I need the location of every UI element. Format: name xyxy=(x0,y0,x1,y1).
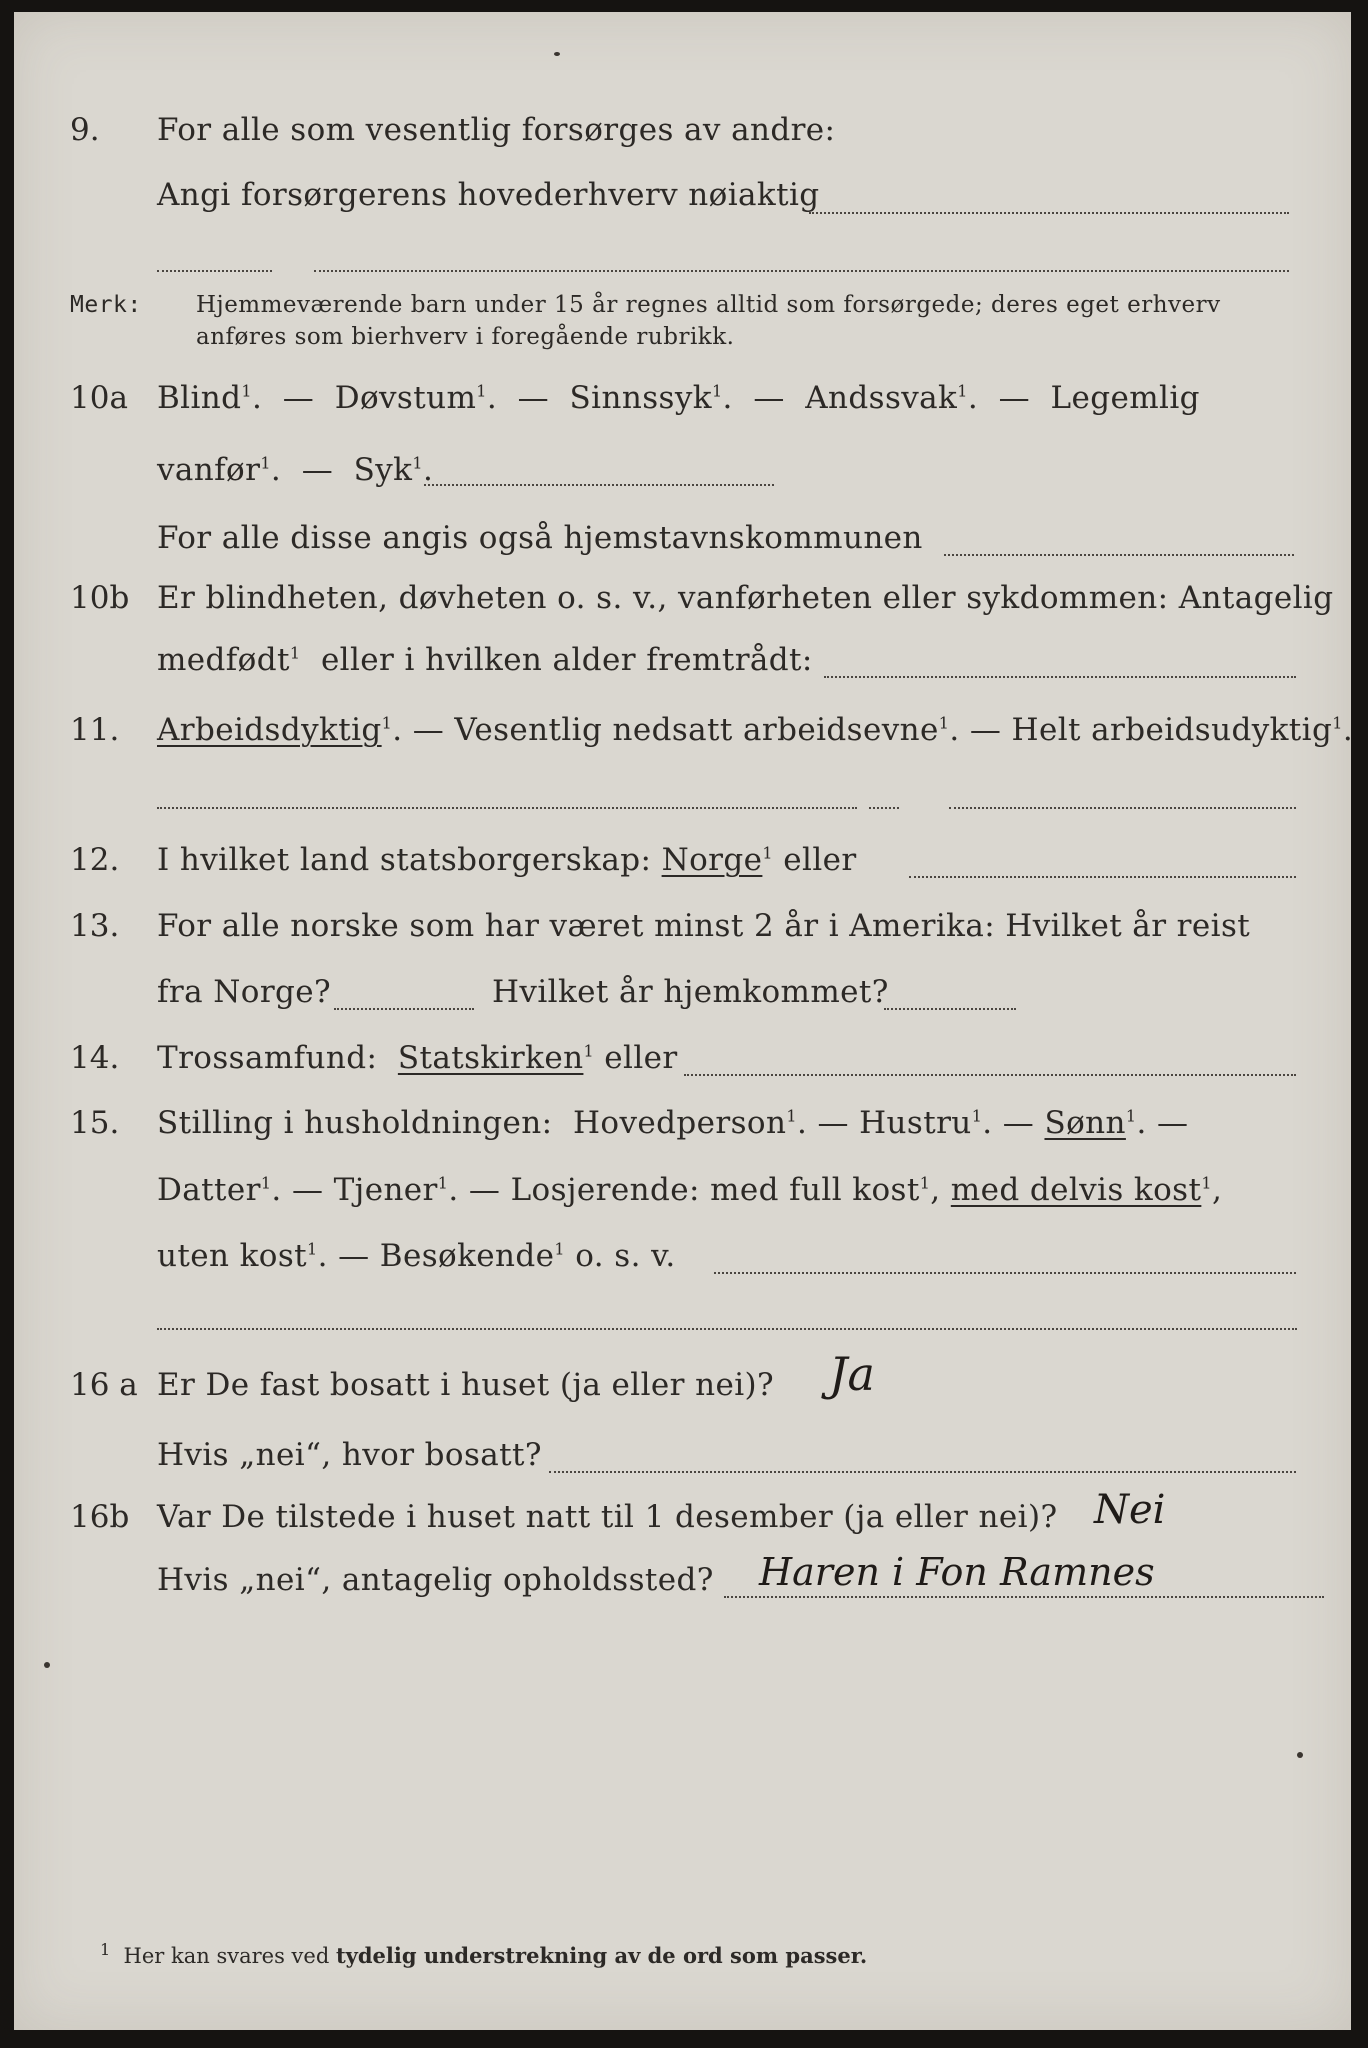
footnote-mark: 1 xyxy=(957,381,968,401)
footnote-mark: 1 xyxy=(919,1173,931,1193)
footnote-mark: 1 xyxy=(786,1106,797,1126)
footnote-mark: 1 xyxy=(307,1239,318,1259)
option-arbeidsdyktig-underlined[interactable]: Arbeidsdyktig xyxy=(157,712,382,748)
question-text: Hvilket år hjemkommet? xyxy=(492,974,889,1010)
option-legemlig[interactable]: Legemlig xyxy=(1050,380,1200,416)
question-number: 16b xyxy=(70,1499,130,1535)
option-hovedperson[interactable]: Hovedperson xyxy=(572,1105,787,1141)
option-udyktig[interactable]: Helt arbeidsudyktig xyxy=(1011,712,1333,748)
separator: — xyxy=(969,712,1002,748)
answer-line[interactable] xyxy=(334,1008,474,1010)
question-14 xyxy=(14,1040,1351,1090)
separator: — xyxy=(753,380,785,416)
question-15-line2: Datter$^1$. — Tjener$^1$. — Losjerende: med full kost$^1$, med delvis kost$^1$, xyxy=(157,1172,1223,1208)
footnote-mark: 1 xyxy=(554,1239,565,1259)
answer-line[interactable] xyxy=(909,876,1296,878)
question-text: Trossamfund: xyxy=(157,1040,378,1076)
question-text: Stilling i husholdningen: xyxy=(157,1105,553,1141)
separator: — xyxy=(1002,1105,1035,1141)
answer-line[interactable] xyxy=(884,1008,1016,1010)
answer-line[interactable] xyxy=(714,1272,1296,1274)
separator: — xyxy=(291,1172,324,1208)
question-number: 12. xyxy=(70,842,120,878)
question-10a: 10a Blind$^1$. — Døvstum$^1$. — Sinnssyk$^1$. — Andssvak$^1$. — Legemlig xyxy=(70,380,1200,416)
answer-line[interactable] xyxy=(157,807,857,809)
footnote-mark: 1 xyxy=(971,1106,983,1126)
option-andssvak[interactable]: Andssvak xyxy=(805,380,958,416)
footnote-mark: 1 xyxy=(711,381,723,401)
answer-line[interactable] xyxy=(314,270,1289,272)
separator: — xyxy=(412,712,445,748)
question-10b-line2 xyxy=(14,642,1351,692)
question-text: Var De tilstede i huset natt til 1 desember (ja eller nei)? xyxy=(157,1499,1058,1535)
question-16b xyxy=(14,1487,1351,1549)
footnote-mark: 1 xyxy=(583,1041,595,1061)
handwritten-answer[interactable]: Ja xyxy=(829,1347,875,1401)
option-syk[interactable]: Syk xyxy=(353,452,413,488)
separator: — xyxy=(517,380,550,416)
footnote-mark: 1 xyxy=(260,1173,272,1193)
answer-line[interactable] xyxy=(424,484,774,486)
paper-speck xyxy=(554,52,560,56)
option-statskirken-underlined[interactable]: Statskirken xyxy=(397,1040,584,1076)
footnote-mark: 1 xyxy=(762,843,773,863)
answer-line[interactable] xyxy=(157,1328,1297,1330)
option-sinnssyk[interactable]: Sinnssyk xyxy=(569,380,712,416)
question-16a-line2 xyxy=(14,1437,1351,1487)
footnote-mark: 1 xyxy=(412,453,423,473)
question-text: o. s. v. xyxy=(575,1238,676,1274)
question-text: Angi forsørgerens hovederhverv nøiaktig xyxy=(157,177,820,213)
answer-line[interactable] xyxy=(944,554,1294,556)
footnote-mark: 1 xyxy=(476,381,487,401)
question-9 xyxy=(14,112,1351,162)
option-besokende[interactable]: Besøkende xyxy=(379,1238,555,1274)
footnote-mark: 1 xyxy=(938,713,950,733)
question-text: For alle disse angis også hjemstavnskommunen xyxy=(157,520,923,556)
option-medfodt[interactable]: medfødt xyxy=(157,642,290,678)
option-delvis-kost-underlined[interactable]: med delvis kost xyxy=(950,1172,1202,1208)
option-datter[interactable]: Datter xyxy=(157,1172,261,1208)
footnote-mark: 1 xyxy=(1332,713,1343,733)
question-15: 15. Stilling i husholdningen: Hovedperson$^1$. — Hustru$^1$. — Sønn$^1$. — xyxy=(70,1105,1189,1141)
question-16b-line2 xyxy=(14,1550,1351,1612)
question-text: Hvis „nei“, antagelig opholdssted? xyxy=(157,1562,714,1598)
footnote-mark: 1 xyxy=(241,381,253,401)
question-15-line3: uten kost$^1$. — Besøkende$^1$ o. s. v. xyxy=(14,1238,1351,1288)
question-number: 15. xyxy=(70,1105,120,1141)
paper-speck xyxy=(44,1662,50,1668)
question-text: For alle som vesentlig forsørges av andre: xyxy=(157,112,836,148)
question-13 xyxy=(14,908,1351,958)
question-text: eller xyxy=(783,842,857,878)
option-blind[interactable]: Blind xyxy=(157,380,242,416)
option-tjener[interactable]: Tjener xyxy=(333,1172,438,1208)
footnote-emphasis: tydelig understrekning av de ord som passer. xyxy=(335,1943,868,1968)
footnote-mark: 1 xyxy=(100,1940,111,1959)
answer-line[interactable] xyxy=(824,676,1296,678)
footnote-mark: 1 xyxy=(437,1173,449,1193)
question-16a xyxy=(14,1347,1351,1417)
answer-line[interactable] xyxy=(949,807,1296,809)
handwritten-answer[interactable]: Nei xyxy=(1094,1487,1166,1533)
option-nedsatt[interactable]: Vesentlig nedsatt arbeidsevne xyxy=(454,712,939,748)
question-text: eller xyxy=(604,1040,678,1076)
footnote-mark: 1 xyxy=(1125,1106,1137,1126)
answer-line[interactable] xyxy=(809,212,1289,214)
question-text: eller i hvilken alder fremtrådt: xyxy=(320,642,813,678)
question-9-line2 xyxy=(14,177,1351,227)
footnote-mark: 1 xyxy=(260,453,271,473)
question-number: 16 a xyxy=(70,1367,138,1403)
footnote-mark: 1 xyxy=(381,713,393,733)
footnote-text: Her kan svares ved xyxy=(123,1944,330,1968)
separator: — xyxy=(282,380,315,416)
question-12 xyxy=(14,842,1351,892)
question-text: fra Norge? xyxy=(157,974,332,1010)
question-10a-line3 xyxy=(14,520,1351,570)
question-text: Er blindheten, døvheten o. s. v., vanførheten eller sykdommen: Antagelig xyxy=(157,580,1334,616)
separator: — xyxy=(338,1238,370,1274)
answer-line[interactable] xyxy=(869,807,899,809)
question-13-line2 xyxy=(14,974,1351,1024)
footnote-mark: 1 xyxy=(289,643,301,663)
answer-line[interactable] xyxy=(684,1074,1296,1076)
note-text: Hjemmeværende barn under 15 år regnes alltid som forsørgede; deres eget erhverv xyxy=(196,292,1221,318)
separator: — xyxy=(998,380,1030,416)
option-sonn-underlined[interactable]: Sønn xyxy=(1044,1105,1126,1141)
option-vanfor[interactable]: vanfør xyxy=(157,452,261,488)
separator: — xyxy=(301,452,334,488)
answer-line[interactable] xyxy=(549,1471,1296,1473)
question-text: Hvis „nei“, hvor bosatt? xyxy=(157,1437,542,1473)
question-number: 11. xyxy=(70,712,120,748)
option-full-kost[interactable]: Losjerende: med full kost xyxy=(510,1172,920,1208)
separator: — xyxy=(817,1105,849,1141)
question-text: Er De fast bosatt i huset (ja eller nei)? xyxy=(157,1367,775,1403)
question-number: 9. xyxy=(70,112,100,148)
footnote-mark: 1 xyxy=(1201,1173,1212,1193)
answer-line[interactable] xyxy=(724,1596,1324,1598)
question-number: 13. xyxy=(70,908,120,944)
census-form-page xyxy=(14,12,1354,2030)
question-number: 10a xyxy=(70,380,128,416)
paper-speck xyxy=(1297,1752,1303,1758)
option-dovstum[interactable]: Døvstum xyxy=(334,380,477,416)
separator: — xyxy=(468,1172,501,1208)
question-10a-line2: vanfør$^1$. — Syk$^1$. xyxy=(14,452,1351,502)
handwritten-answer[interactable]: Haren i Fon Ramnes xyxy=(759,1550,1155,1594)
answer-line[interactable] xyxy=(157,270,272,272)
note-text: anføres som bierhverv i foregående rubrikk. xyxy=(196,324,735,350)
question-number: 10b xyxy=(70,580,130,616)
question-text: I hvilket land statsborgerskap: xyxy=(157,842,652,878)
option-hustru[interactable]: Hustru xyxy=(859,1105,972,1141)
separator: — xyxy=(1157,1105,1189,1141)
note-label: Merk: xyxy=(70,292,142,318)
footnote xyxy=(100,1940,867,1968)
option-uten-kost[interactable]: uten kost xyxy=(157,1238,308,1274)
question-11: 11. Arbeidsdyktig$^1$. — Vesentlig nedsatt arbeidsevne$^1$. — Helt arbeidsudyktig$^1$. xyxy=(70,712,1354,748)
question-text: For alle norske som har været minst 2 år i Amerika: Hvilket år reist xyxy=(157,908,1251,944)
question-10b xyxy=(14,580,1351,630)
option-norge-underlined[interactable]: Norge xyxy=(661,842,763,878)
question-number: 14. xyxy=(70,1040,120,1076)
